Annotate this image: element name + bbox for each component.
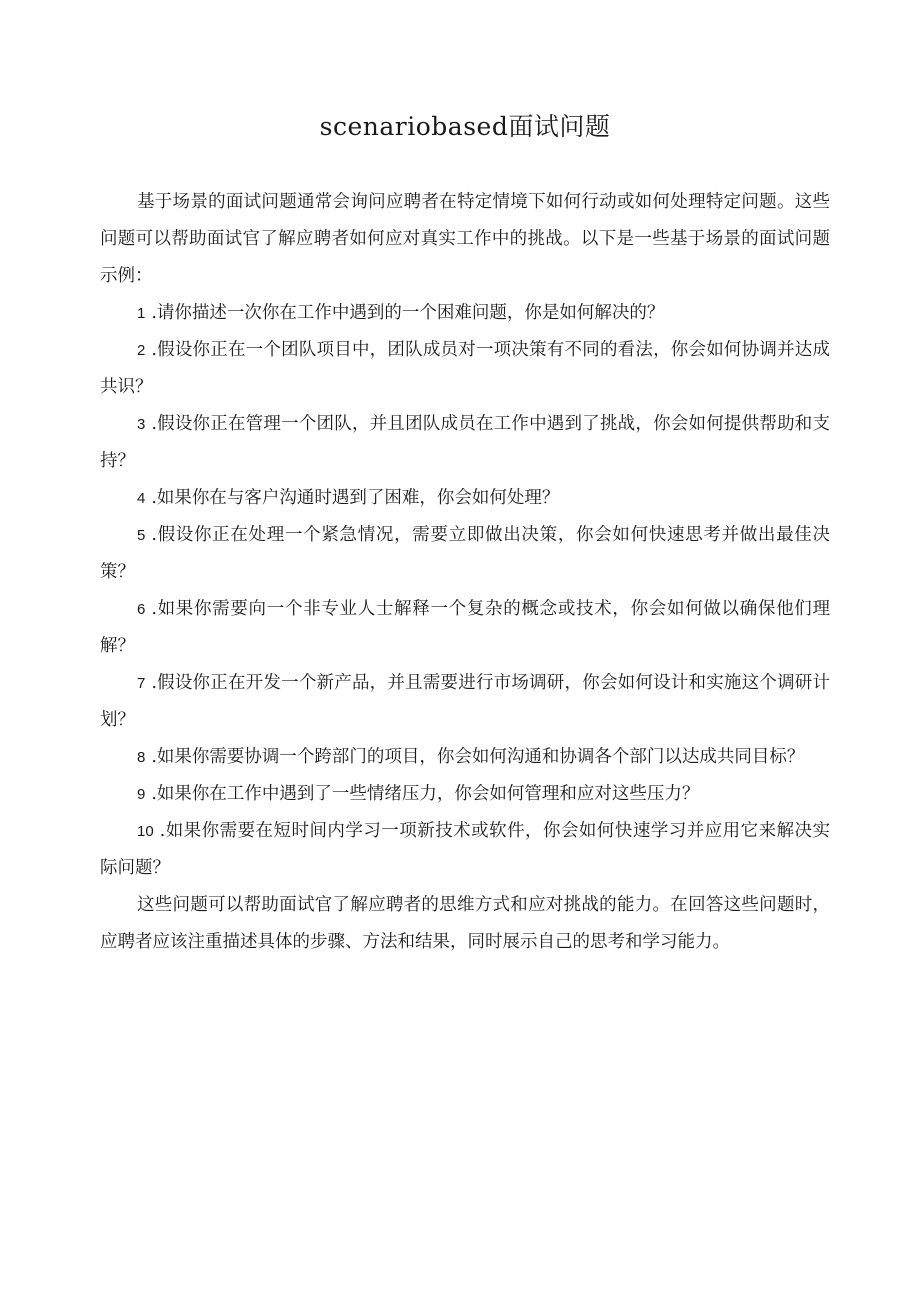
question-list [100, 295, 830, 887]
question-item [100, 739, 830, 776]
question-number: 7 [137, 675, 146, 692]
question-text: .假设你正在一个团队项目中，团队成员对一项决策有不同的看法，你会如何协调并达成共识？ [100, 340, 830, 397]
question-number: 5 [137, 527, 146, 544]
question-item [100, 332, 830, 406]
question-text: .假设你正在开发一个新产品，并且需要进行市场调研，你会如何设计和实施这个调研计划？ [100, 673, 830, 730]
question-text: .如果你需要在短时间内学习一项新技术或软件，你会如何快速学习并应用它来解决实际问题？ [100, 821, 830, 878]
question-number: 4 [137, 490, 146, 507]
document-body [100, 184, 830, 961]
intro-paragraph: 基于场景的面试问题通常会询问应聘者在特定情境下如何行动或如何处理特定问题。这些问题可以帮助面试官了解应聘者如何应对真实工作中的挑战。以下是一些基于场景的面试问题示例： [100, 192, 830, 286]
question-text: .如果你需要向一个非专业人士解释一个复杂的概念或技术，你会如何做以确保他们理解？ [100, 599, 830, 656]
question-text: .假设你正在管理一个团队，并且团队成员在工作中遇到了挑战，你会如何提供帮助和支持？ [100, 414, 830, 471]
question-number: 2 [137, 342, 146, 359]
question-number: 9 [137, 786, 146, 803]
question-number: 8 [137, 749, 146, 766]
question-item [100, 406, 830, 480]
question-number: 6 [137, 601, 146, 618]
question-item [100, 776, 830, 813]
question-number: 3 [137, 416, 146, 433]
question-text: .请你描述一次你在工作中遇到的一个困难问题，你是如何解决的？ [151, 303, 665, 323]
question-item [100, 813, 830, 887]
question-number: 10 [137, 823, 154, 840]
question-text: .如果你在与客户沟通时遇到了困难，你会如何处理？ [151, 488, 560, 508]
question-item [100, 480, 830, 517]
question-text: .如果你在工作中遇到了一些情绪压力，你会如何管理和应对这些压力？ [151, 784, 700, 804]
question-number: 1 [137, 305, 146, 322]
question-item [100, 591, 830, 665]
question-item [100, 517, 830, 591]
conclusion-paragraph: 这些问题可以帮助面试官了解应聘者的思维方式和应对挑战的能力。在回答这些问题时，应聘者应该注重描述具体的步骤、方法和结果，同时展示自己的思考和学习能力。 [100, 895, 830, 952]
question-text: .如果你需要协调一个跨部门的项目，你会如何沟通和协调各个部门以达成共同目标？ [151, 747, 805, 767]
question-item [100, 295, 830, 332]
question-item [100, 665, 830, 739]
document-title: scenariobased面试问题 [319, 112, 611, 141]
question-text: .假设你正在处理一个紧急情况，需要立即做出决策，你会如何快速思考并做出最佳决策？ [100, 525, 830, 582]
